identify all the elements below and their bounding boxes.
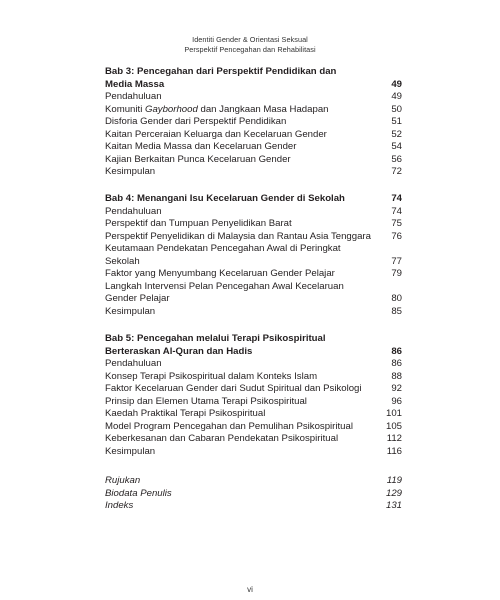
chapter-heading[interactable]: Bab 4: Menangani Isu Kecelaruan Gender di Sekolah 74 [105,193,402,204]
toc-entry[interactable]: Pendahuluan 74 [105,205,402,217]
toc-entry-references[interactable]: Rujukan 119 [105,475,402,486]
toc-chapter-5 [105,333,402,458]
toc-entry[interactable]: Kaedah Praktikal Terapi Psikospiritual 101 [105,408,402,419]
header-line-2: Perspektif Pencegahan dan Rehabilitasi [184,44,316,54]
chapter-heading-continued[interactable]: Berteraskan Al-Quran dan Hadis 86 [105,345,402,357]
running-header [0,35,500,54]
toc-entry[interactable]: Kajian Berkaitan Punca Kecelaruan Gender 56 [105,153,402,165]
chapter-page: 86 [391,345,402,357]
chapter-page: 49 [391,78,402,90]
toc-entry[interactable]: Kaitan Media Massa dan Kecelaruan Gender 54 [105,141,402,152]
toc-entry-index[interactable]: Indeks 131 [105,500,402,511]
chapter-page: 74 [391,193,402,204]
toc-entry[interactable]: Kesimpulan 85 [105,305,402,317]
toc-entry[interactable]: Kaitan Perceraian Keluarga dan Kecelaruan Gender 52 [105,128,402,140]
toc-chapter-3 [105,66,402,179]
toc-entry[interactable]: Model Program Pencegahan dan Pemulihan Psikospiritual 105 [105,420,402,432]
chapter-heading[interactable]: Bab 3: Pencegahan dari Perspektif Pendidikan dan [105,66,337,77]
chapter-heading-continued[interactable]: Media Massa 49 [105,78,402,90]
toc-entry-author-bio[interactable]: Biodata Penulis 129 [105,487,402,499]
header-line-1: Identiti Gender & Orientasi Seksual [192,35,308,44]
toc-entry[interactable]: Faktor Kecelaruan Gender dari Sudut Spiritual dan Psikologi 92 [105,383,402,394]
toc-entry[interactable]: Kesimpulan 116 [105,445,402,457]
toc-entry[interactable]: Langkah Intervensi Pelan Pencegahan Awal Kecelaruan [105,280,344,292]
toc-entry[interactable]: Komuniti Gayborhood dan Jangkaan Masa Hadapan 50 [105,103,402,115]
toc-entry[interactable]: Perspektif dan Tumpuan Penyelidikan Barat 75 [105,218,402,229]
toc-entry[interactable]: Prinsip dan Elemen Utama Terapi Psikospiritual 96 [105,395,402,407]
toc-back-matter [105,475,402,513]
toc-entry-continued[interactable]: Gender Pelajar 80 [105,293,402,304]
toc-entry[interactable]: Keutamaan Pendekatan Pencegahan Awal di Peringkat [105,243,341,254]
toc-entry[interactable]: Faktor yang Menyumbang Kecelaruan Gender Pelajar 79 [105,268,402,279]
toc-entry[interactable]: Perspektif Penyelidikan di Malaysia dan Rantau Asia Tenggara 76 [105,230,402,242]
toc-entry[interactable]: Kesimpulan 72 [105,166,402,177]
toc-entry[interactable]: Keberkesanan dan Cabaran Pendekatan Psikospiritual 112 [105,433,402,444]
toc-entry[interactable]: Disforia Gender dari Perspektif Pendidikan 51 [105,116,402,127]
toc-entry[interactable]: Pendahuluan 49 [105,91,402,102]
chapter-heading[interactable]: Bab 5: Pencegahan melalui Terapi Psikospiritual [105,333,326,344]
toc-entry-continued[interactable]: Sekolah 77 [105,255,402,267]
toc-chapter-4 [105,193,402,318]
toc-entry[interactable]: Pendahuluan 86 [105,358,402,369]
toc-entry[interactable]: Konsep Terapi Psikospiritual dalam Konteks Islam 88 [105,370,402,382]
page-number: vi [247,585,253,594]
